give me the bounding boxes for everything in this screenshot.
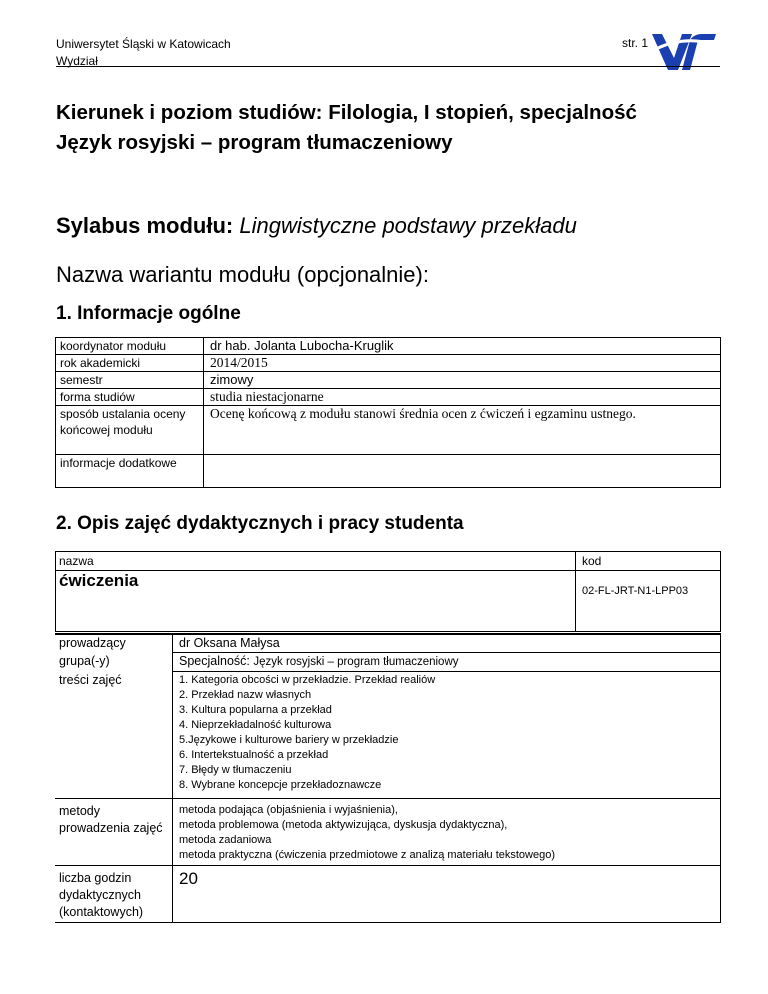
- row-value: zimowy: [204, 372, 721, 389]
- row-label: koordynator modułu: [56, 338, 204, 355]
- section-1-title: 1. Informacje ogólne: [56, 303, 241, 324]
- university-name: Uniwersytet Śląski w Katowicach: [56, 37, 231, 51]
- content-list: [173, 672, 721, 799]
- row-value: 2014/2015: [204, 355, 721, 372]
- table-row: [55, 672, 721, 799]
- table-row: [56, 355, 721, 372]
- code-label: kod: [576, 552, 721, 571]
- list-item: metoda praktyczna (ćwiczenia przedmiotowe z analizą materiału tekstowego): [179, 848, 556, 861]
- table-row: [55, 865, 721, 922]
- table-row: [55, 653, 721, 672]
- list-item: 2. Przekład nazw własnych: [179, 689, 312, 701]
- table-row: [56, 372, 721, 389]
- row-value: studia niestacjonarne: [204, 389, 721, 406]
- row-label: informacje dodatkowe: [56, 455, 204, 488]
- table-row: [56, 338, 721, 355]
- general-info-table: [55, 337, 721, 488]
- group-specialty: Język rosyjski – program tłumaczeniowy: [253, 656, 459, 668]
- page-title: Kierunek i poziom studiów: Filologia, I stopień, specjalność Język rosyjski – program tłumaczeniowy: [56, 101, 637, 154]
- syllabus-label: Sylabus modułu:: [56, 213, 234, 238]
- university-logo: [648, 30, 720, 79]
- row-value: dr hab. Jolanta Lubocha-Kruglik: [204, 338, 721, 355]
- class-name-table: [55, 551, 721, 632]
- syllabus-heading: [56, 212, 577, 240]
- row-label: rok akademicki: [56, 355, 204, 372]
- group-value: [173, 653, 721, 672]
- header-divider: [56, 66, 720, 67]
- table-row: [56, 571, 721, 632]
- list-item: 6. Intertekstualność a przekład: [179, 749, 329, 761]
- hours-label: liczba godzin dydaktycznych (kontaktowych): [55, 865, 173, 922]
- list-item: 4. Nieprzekładalność kulturowa: [179, 719, 332, 731]
- instructor-label: prowadzący: [55, 634, 173, 653]
- faculty-name: Wydział: [56, 54, 98, 68]
- class-details-table: [55, 633, 721, 923]
- list-item: 8. Wybrane koncepcje przekładoznawcze: [179, 779, 382, 791]
- table-row: [55, 798, 721, 865]
- table-row: [56, 406, 721, 455]
- row-label: forma studiów: [56, 389, 204, 406]
- table-row: [56, 552, 721, 571]
- class-name: ćwiczenia: [56, 571, 576, 632]
- list-item: 3. Kultura popularna a przekład: [179, 704, 332, 716]
- row-value: Ocenę końcową z modułu stanowi średnia ocen z ćwiczeń i egzaminu ustnego.: [204, 406, 721, 455]
- class-code: 02-FL-JRT-N1-LPP03: [576, 571, 721, 632]
- table-row: [56, 389, 721, 406]
- row-label: semestr: [56, 372, 204, 389]
- hours-value: 20: [173, 865, 721, 922]
- row-value: [204, 455, 721, 488]
- list-item: 7. Błędy w tłumaczeniu: [179, 764, 292, 776]
- table-row: [56, 455, 721, 488]
- content-label: treści zajęć: [55, 672, 173, 799]
- list-item: metoda zadaniowa: [179, 833, 272, 846]
- table-row: [55, 634, 721, 653]
- module-name: Lingwistyczne podstawy przekładu: [239, 213, 577, 238]
- methods-list: [173, 798, 721, 865]
- instructor-value: dr Oksana Małysa: [173, 634, 721, 653]
- page-number: str. 1: [622, 36, 649, 50]
- section-2-title: 2. Opis zajęć dydaktycznych i pracy studenta: [56, 513, 464, 534]
- list-item: 5.Językowe i kulturowe bariery w przekładzie: [179, 734, 399, 746]
- list-item: metoda problemowa (metoda aktywizująca, dyskusja dydaktyczna),: [179, 818, 508, 831]
- methods-label: metody prowadzenia zajęć: [55, 798, 173, 865]
- group-label: grupa(-y): [55, 653, 173, 672]
- variant-heading: Nazwa wariantu modułu (opcjonalnie):: [56, 262, 429, 287]
- page-header: [56, 36, 231, 70]
- list-item: 1. Kategoria obcości w przekładzie. Przekład realiów: [179, 674, 436, 686]
- group-prefix: Specjalność:: [179, 654, 250, 668]
- list-item: metoda podająca (objaśnienia i wyjaśnienia),: [179, 803, 398, 816]
- row-label: sposób ustalania oceny końcowej modułu: [56, 406, 204, 455]
- name-label: nazwa: [56, 552, 576, 571]
